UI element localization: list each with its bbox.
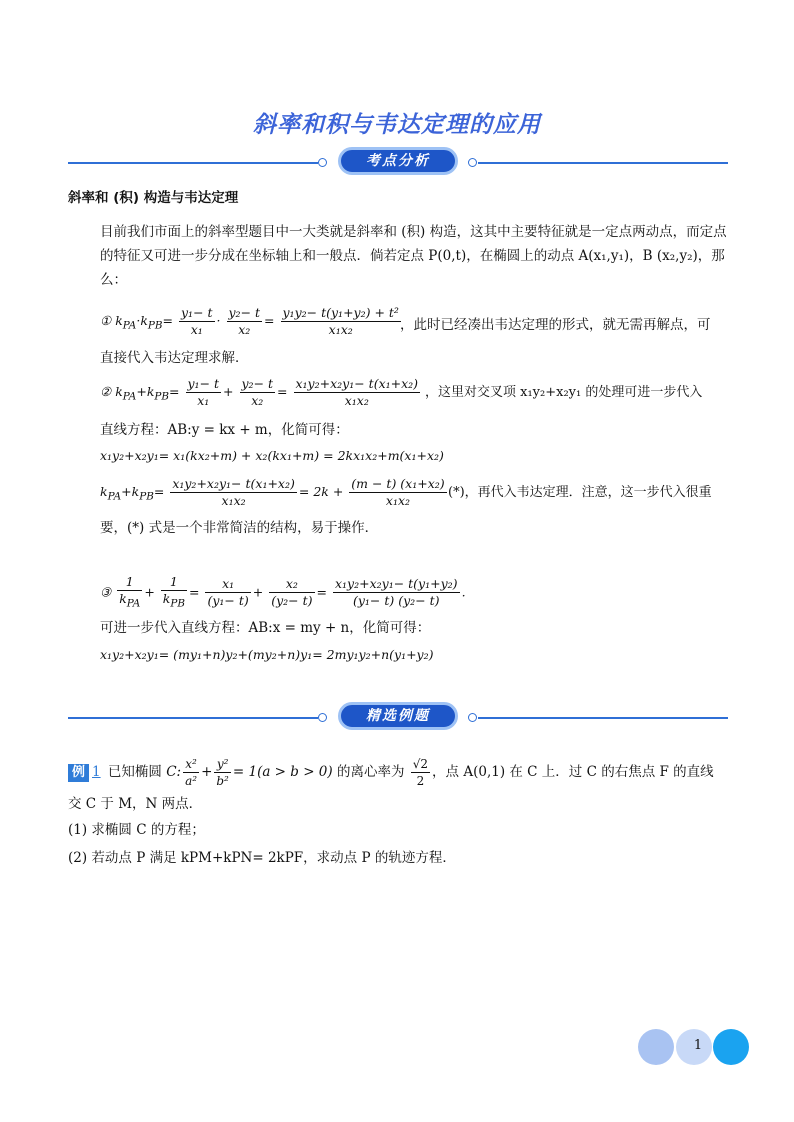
eccentricity: $\frac{√2}{2}$ (412, 757, 429, 788)
formula-item-2: ② $k_{PA}+k_{PB}=$ $\frac{\text{y₁− t}}{\text{x₁}}$ + $\frac{\text{y₂− t}}{\text{x₂}}$ = $\frac{\text{x₁y₂+x₂y₁− t(x₁+x₂)}}{\text{x₁x₂}}$ (100, 376, 419, 408)
item-2-expansion: x₁y₂+x₂y₁= x₁(kx₂+m) + x₂(kx₁+m) = 2kx₁x₂+m(x₁+x₂) (100, 448, 444, 463)
question-1: (1) 求椭圆 C 的方程； (68, 822, 205, 838)
question-2: (2) 若动点 P 满足 kPM+kPN= 2kPF，求动点 P 的轨迹方程． (68, 850, 456, 866)
item-2-text: ，这里对交叉项 x₁y₂+x₂y₁ 的处理可进一步代入 (425, 385, 703, 400)
section-divider-examples (68, 708, 728, 725)
intro-paragraph: 目前我们市面上的斜率型题目中一大类就是斜率和 (积) 构造，这其中主要特征就是一定点两动点，而定点的特征又可进一步分成在坐标轴上和一般点．倘若定点 P(0,t)，在椭圆上的动点 A(x₁,y₁)，B (x₂,y₂)，那么： (100, 224, 727, 288)
item-3-continuation: 可进一步代入直线方程：AB:x = my + n，化简可得： (100, 620, 431, 636)
item-2b-continuation: 要，(*) 式是一个非常简洁的结构，易于操作． (100, 520, 379, 536)
subheading: 斜率和 (积) 构造与韦达定理 (68, 190, 239, 206)
footer-circle-left (638, 1029, 674, 1065)
example-continuation: 交 C 于 M，N 两点． (68, 796, 203, 812)
footer-circle-right (713, 1029, 749, 1065)
formula-item-3: ③ $\frac{1}{k_{PA}}$ + $\frac{1}{k_{PB}}$ = $\frac{\text{x₁}}{\text{(y₁− t)}}$ + $\frac{\text{x₂}}{\text{(y₂− t)}}$ = $\frac{\text{x₁y₂+x₂y₁− t(y₁+y₂)}}{\text{(y₁− t) (y₂− t)}}$ . (100, 574, 466, 610)
ellipse-equation: C: $\frac{\text{x²}}{\text{a²}}$ + $\frac{\text{y²}}{\text{b²}}$ = 1(a > b > 0) (166, 757, 333, 788)
item-1-continuation: 直接代入韦达定理求解． (100, 350, 249, 366)
section-divider-analysis (68, 153, 728, 170)
item-2b-text: (*)，再代入韦达定理．注意，这一步代入很重 (448, 485, 712, 500)
section-badge-examples: 精选例题 (338, 702, 458, 730)
section-badge-analysis: 考点分析 (338, 147, 458, 175)
formula-item-1: ① $k_{PA}\cdot k_{PB}=$ $\frac{\text{y₁− t}}{\text{x₁}}$ · $\frac{\text{y₂− t}}{\text{x₂}}$ = $\frac{\text{y₁y₂− t(y₁+y₂) + t²}}{\text{x₁x₂}}$ (100, 305, 399, 337)
example-number: 1 (92, 764, 101, 780)
item-3-expansion: x₁y₂+x₂y₁= (my₁+n)y₂+(my₂+n)y₁= 2my₁y₂+n(y₁+y₂) (100, 647, 434, 662)
item-2-continuation: 直线方程：AB:y = kx + m，化简可得： (100, 422, 349, 438)
page-title: 斜率和积与韦达定理的应用 (253, 112, 541, 138)
page-number: 1 (693, 1038, 703, 1053)
formula-item-2b: $k_{PA}+k_{PB}=$ $\frac{\text{x₁y₂+x₂y₁− t(x₁+x₂)}}{\text{x₁x₂}}$ = 2k + $\frac{\text{(m − t) (x₁+x₂)}}{\text{x₁x₂}}$ (100, 476, 445, 508)
example-tag: 例 (68, 764, 89, 782)
example-1: 例 1 已知椭圆 C: $\frac{\text{x²}}{\text{a²}}$ + $\frac{\text{y²}}{\text{b²}}$ = 1(a > b > 0) 的离心率为 $\frac{√2}{2}$ ，点 A(0,1) 在 C 上．过 C 的右焦点 F 的直线 (68, 756, 730, 789)
item-1-text: ，此时已经凑出韦达定理的形式，就无需再解点，可 (400, 317, 711, 333)
